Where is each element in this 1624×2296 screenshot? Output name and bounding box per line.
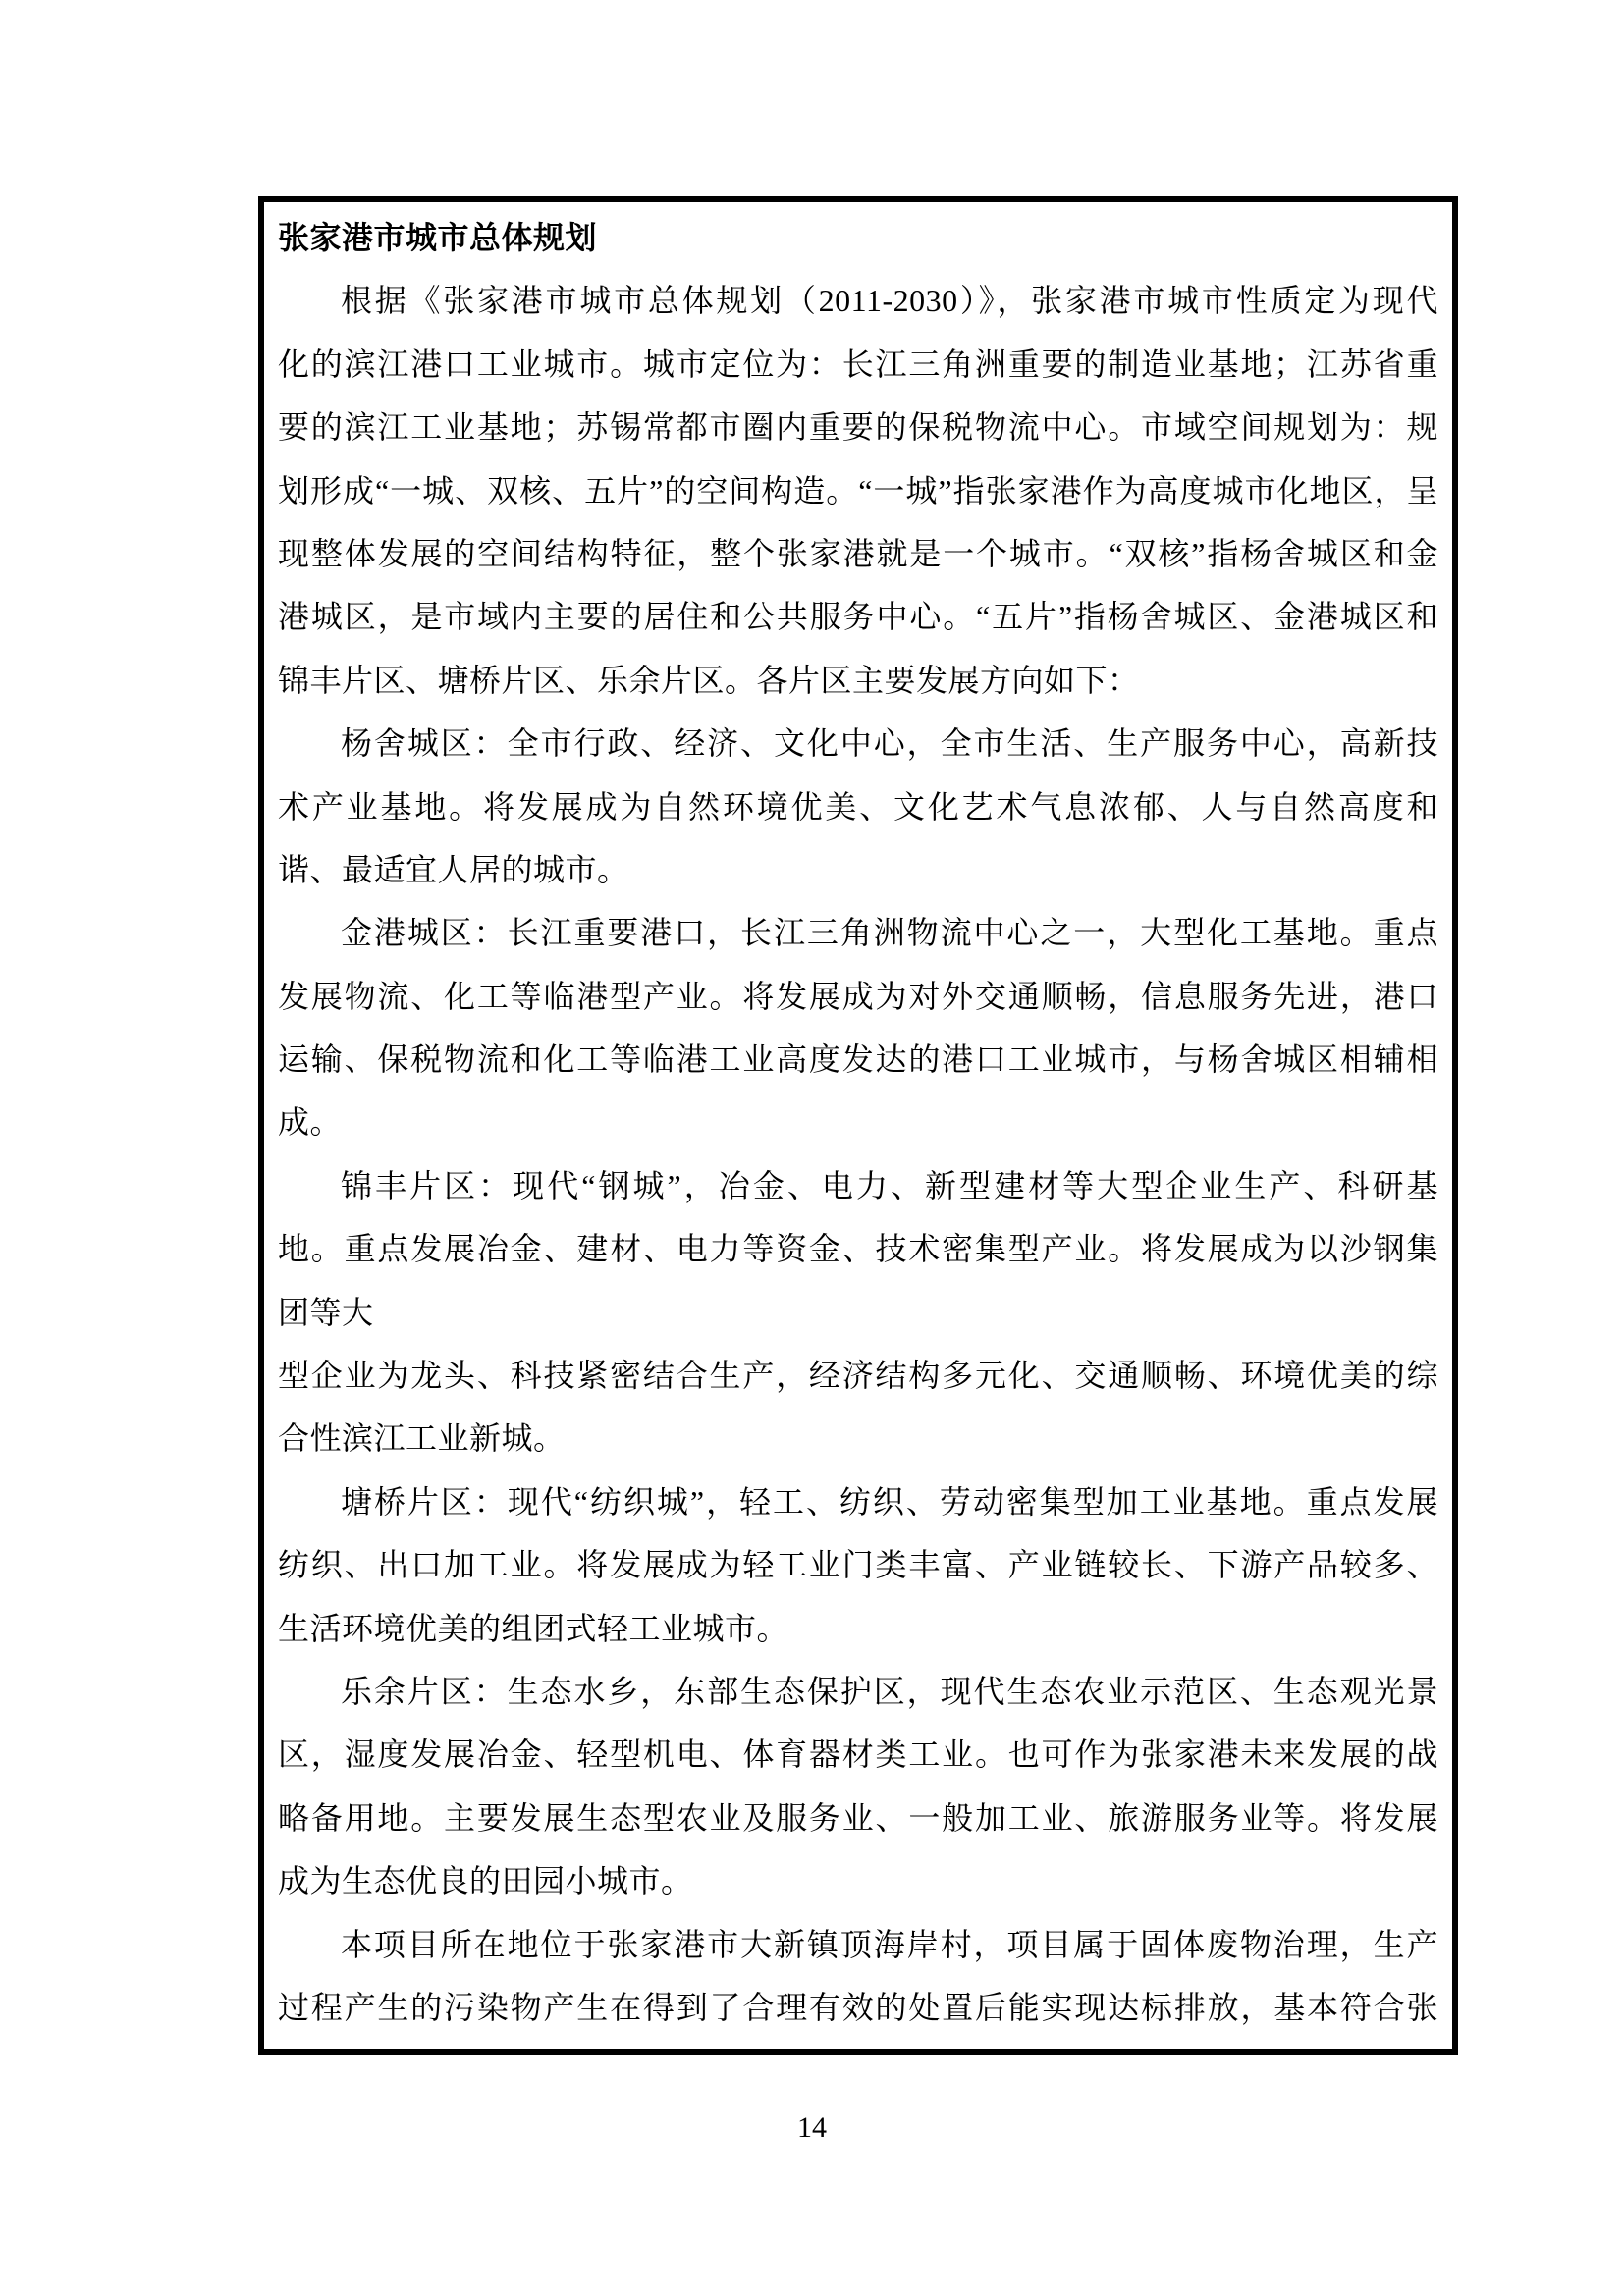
text-line: 成为生态优良的田园小城市。 (278, 1863, 693, 1899)
text-line: 划形成“一城、双核、五片”的空间构造。“一城”指张家港作为高度城市化地区，呈 (278, 472, 1438, 508)
text-line: 塘桥片区：现代“纺织城”，轻工、纺织、劳动密集型加工业基地。重点发展 (341, 1483, 1438, 1520)
text-line: 合性滨江工业新城。 (278, 1420, 566, 1457)
text-line: 型企业为龙头、科技紧密结合生产，经济结构多元化、交通顺畅、环境优美的综 (278, 1358, 1438, 1394)
body-text (278, 269, 1438, 2039)
text-line: 本项目所在地位于张家港市大新镇顶海岸村，项目属于固体废物治理，生产 (341, 1926, 1438, 1962)
text-line: 港城区，是市域内主要的居住和公共服务中心。“五片”指杨舍城区、金港城区和 (278, 599, 1438, 635)
text-line: 略备用地。主要发展生态型农业及服务业、一般加工业、旅游服务业等。将发展 (278, 1799, 1438, 1836)
text-line: 发展物流、化工等临港型产业。将发展成为对外交通顺畅，信息服务先进，港口 (278, 978, 1438, 1014)
text-line: 术产业基地。将发展成为自然环境优美、文化艺术气息浓郁、人与自然高度和 (278, 788, 1438, 825)
content-box (258, 196, 1458, 2055)
text-line: 团等大 (278, 1294, 374, 1330)
text-line: 生活环境优美的组团式轻工业城市。 (278, 1610, 789, 1646)
section-title: 张家港市城市总体规划 (278, 220, 598, 255)
text-line: 要的滨江工业基地；苏锡常都市圈内重要的保税物流中心。市域空间规划为：规 (278, 409, 1438, 446)
text-line: 区，湿度发展冶金、轻型机电、体育器材类工业。也可作为张家港未来发展的战 (278, 1736, 1438, 1773)
text-line: 杨舍城区：全市行政、经济、文化中心，全市生活、生产服务中心，高新技 (341, 725, 1438, 762)
text-line: 根据《张家港市城市总体规划（2011-2030）》，张家港市城市性质定为现代 (341, 283, 1438, 319)
text-line: 现整体发展的空间结构特征，整个张家港就是一个城市。“双核”指杨舍城区和金 (278, 535, 1438, 571)
page-number: 14 (797, 2111, 827, 2144)
text-line: 锦丰片区：现代“钢城”，冶金、电力、新型建材等大型企业生产、科研基 (341, 1167, 1438, 1203)
text-line: 过程产生的污染物产生在得到了合理有效的处置后能实现达标排放，基本符合张 (278, 1989, 1438, 2025)
text-line: 运输、保税物流和化工等临港工业高度发达的港口工业城市，与杨舍城区相辅相 (278, 1041, 1438, 1078)
text-line: 纺织、出口加工业。将发展成为轻工业门类丰富、产业链较长、下游产品较多、 (278, 1547, 1438, 1583)
text-line: 乐余片区：生态水乡，东部生态保护区，现代生态农业示范区、生态观光景 (341, 1673, 1438, 1709)
text-line: 金港城区：长江重要港口，长江三角洲物流中心之一，大型化工基地。重点 (341, 915, 1438, 951)
text-line: 地。重点发展冶金、建材、电力等资金、技术密集型产业。将发展成为以沙钢集 (278, 1231, 1438, 1267)
text-line: 化的滨江港口工业城市。城市定位为：长江三角洲重要的制造业基地；江苏省重 (278, 346, 1438, 382)
text-line: 谐、最适宜人居的城市。 (278, 851, 629, 887)
text-line: 成。 (278, 1104, 343, 1141)
text-line: 锦丰片区、塘桥片区、乐余片区。各片区主要发展方向如下： (278, 662, 1140, 698)
